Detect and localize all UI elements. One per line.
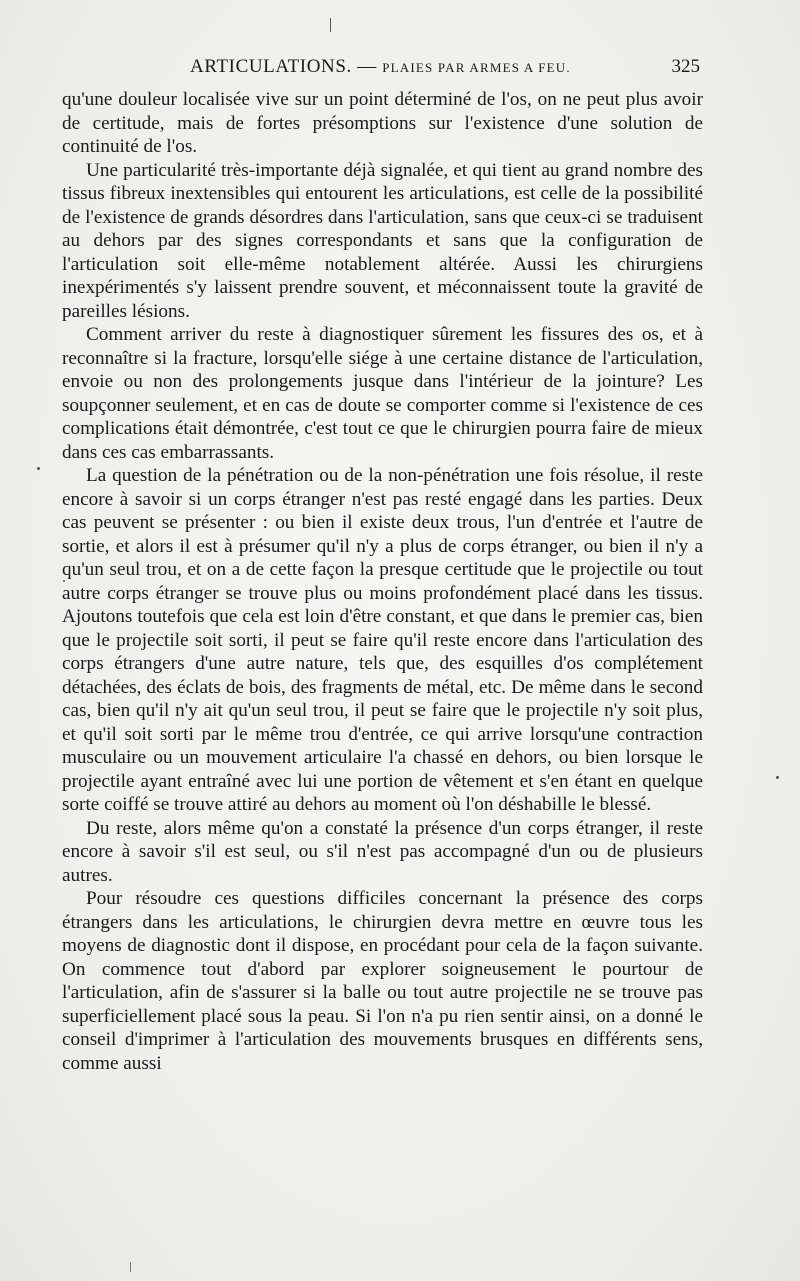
running-title [190,56,571,78]
left-margin-dot [37,467,40,470]
paragraph: qu'une douleur localisée vive sur un point déterminé de l'os, on ne peut plus avoir de certitude, mais de fortes présomptions sur l'existence d'une solution de continuité de l'os. [62,89,703,157]
paragraph: Du reste, alors même qu'on a constaté la présence d'un corps étranger, il reste encore à savoir s'il est seul, ou s'il n'est pas accompagné d'un ou de plusieurs autres. [62,817,703,886]
paragraph: La question de la pénétration ou de la non-pénétration une fois résolue, il reste encore à savoir si un corps étranger n'est pas resté engagé dans les parties. Deux cas peuvent se présenter : ou bien il existe deux trous, l'un d'entrée et l'autre de sortie, et alors il est à présumer qu'il n'y a plus de corps étranger, ou bien il n'y a qu'un seul trou, et on a de cette façon la presque certitude que le projectile ou tout autre corps étranger se trouve plus ou moins profondément placé dans les tissus. Ajoutons toutefois que cela est loin d'être constant, et que dans le premier cas, bien que le projectile soit sorti, il peut se faire qu'il reste encore dans l'articulation des corps étrangers d'une autre nature, tels que, des esquilles d'os complétement détachées, des éclats de bois, des fragments de métal, etc. De même dans le second cas, bien qu'il n'y ait qu'un seul trou, il peut se faire que le projectile n'y soit plus, et qu'il soit sorti par le même trou d'entrée, ce qui arrive lorsqu'une contraction musculaire ou un mouvement articulaire l'a chassé en dehors, ou bien lorsque le projectile ayant entraîné avec lui une portion de vêtement et s'en étant en quelque sorte coiffé se trouve attiré au dehors au moment où l'on déshabille le blessé. [62,465,703,815]
paragraph: Pour résoudre ces questions difficiles concernant la présence des corps étrangers dans les articulations, le chirurgien devra mettre en œuvre tous les moyens de diagnostic dont il dispose, en procédant pour cela de la façon suivante. On commence tout d'abord par explorer soigneusement le pourtour de l'articulation, afin de s'assurer si la balle ou tout autre projectile ne se trouve pas superficiellement placé sous la peau. Si l'on n'a pu rien sentir ainsi, on a donné le conseil d'imprimer à l'articulation des mouvements brusques en différents sens, comme aussi [62,888,703,1074]
running-title-sub: PLAIES PAR ARMES A FEU. [382,60,571,75]
top-margin-mark [330,18,331,32]
running-header [62,56,702,82]
body-text [62,88,703,1075]
page-number: 325 [671,56,700,77]
running-title-main: ARTICULATIONS. [190,56,352,77]
paragraph: Comment arriver du reste à diagnostiquer sûrement les fissures des os, et à reconnaître si la fracture, lorsqu'elle siége à une certaine distance de l'articulation, envoie ou non des prolongements jusque dans l'intérieur de la jointure? Les soupçonner seulement, et en cas de doute se comporter comme si l'existence de ces complications était démontrée, c'est tout ce que le chirurgien pourra faire de mieux dans ces cas embarrassants. [62,324,703,463]
right-margin-dot [776,776,779,779]
bottom-margin-mark [130,1262,131,1272]
running-title-dash: — [351,56,383,77]
paragraph: Une particularité très-importante déjà signalée, et qui tient au grand nombre des tissus fibreux inextensibles qui entourent les articulations, est celle de la possibilité de l'existence de grands désordres dans l'articulation, sans que ceux-ci se traduisent au dehors par des signes correspondants et sans que la configuration de l'articulation soit elle-même notablement altérée. Aussi les chirurgiens inexpérimentés s'y laissent prendre souvent, et méconnaissent toute la gravité de pareilles lésions. [62,159,703,322]
